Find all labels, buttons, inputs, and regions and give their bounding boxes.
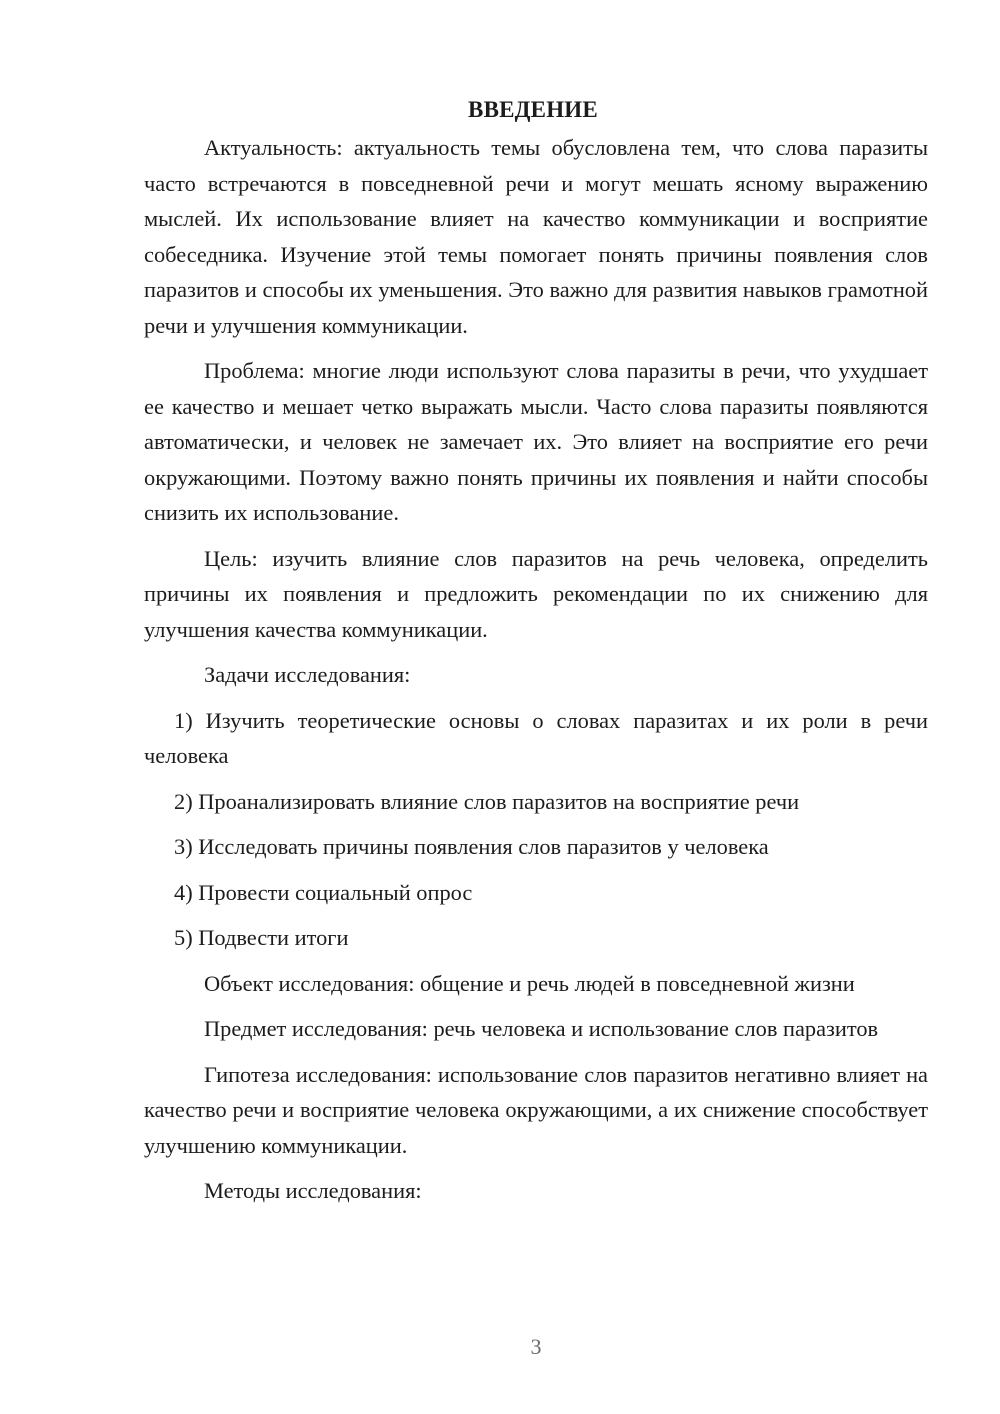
relevance-paragraph: Актуальность: актуальность темы обусловлена тем, что слова паразиты часто встречаются в повседневной речи и могут мешать ясному выражению мыслей. Их использование влияет на качество коммуникации и восприятие собеседника. Изучение этой темы помогает понять причины появления слов паразитов и способы их уменьшения. Это важно для развития навыков грамотной речи и улучшения коммуникации. (144, 135, 928, 338)
problem-paragraph: Проблема: многие люди используют слова паразиты в речи, что ухудшает ее качество и мешает четко выражать мысли. Часто слова паразиты появляются автоматически, и человек не замечает их. Это влияет на восприятие его речи окружающими. Поэтому важно понять причины их появления и найти способы снизить их использование. (144, 358, 928, 525)
methods-paragraph: Методы исследования: (204, 1178, 422, 1203)
page-number: 3 (530, 1334, 542, 1359)
task-item-3: 3) Исследовать причины появления слов паразитов у человека (174, 834, 769, 859)
task-item-2: 2) Проанализировать влияние слов паразитов на восприятие речи (174, 788, 800, 814)
page-title: ВВЕДЕНИЕ (468, 97, 598, 122)
tasks-title: Задачи исследования: (204, 662, 411, 687)
document-page (144, 90, 928, 1219)
hypothesis-paragraph: Гипотеза исследования: использование слов паразитов негативно влияет на качество речи и восприятие человека окружающими, а их снижение способствует улучшению коммуникации. (144, 1061, 928, 1158)
task-item-4: 4) Провести социальный опрос (174, 879, 473, 905)
object-paragraph: Объект исследования: общение и речь людей в повседневной жизни (204, 970, 855, 996)
goal-paragraph: Цель: изучить влияние слов паразитов на речь человека, определить причины их появления и предложить рекомендации по их снижению для улучшения качества коммуникации. (144, 545, 928, 642)
task-item-1: 1) Изучить теоретические основы о словах паразитах и их роли в речи человека (144, 707, 928, 768)
subject-paragraph: Предмет исследования: речь человека и использование слов паразитов (204, 1016, 879, 1041)
task-item-5: 5) Подвести итоги (174, 925, 349, 950)
